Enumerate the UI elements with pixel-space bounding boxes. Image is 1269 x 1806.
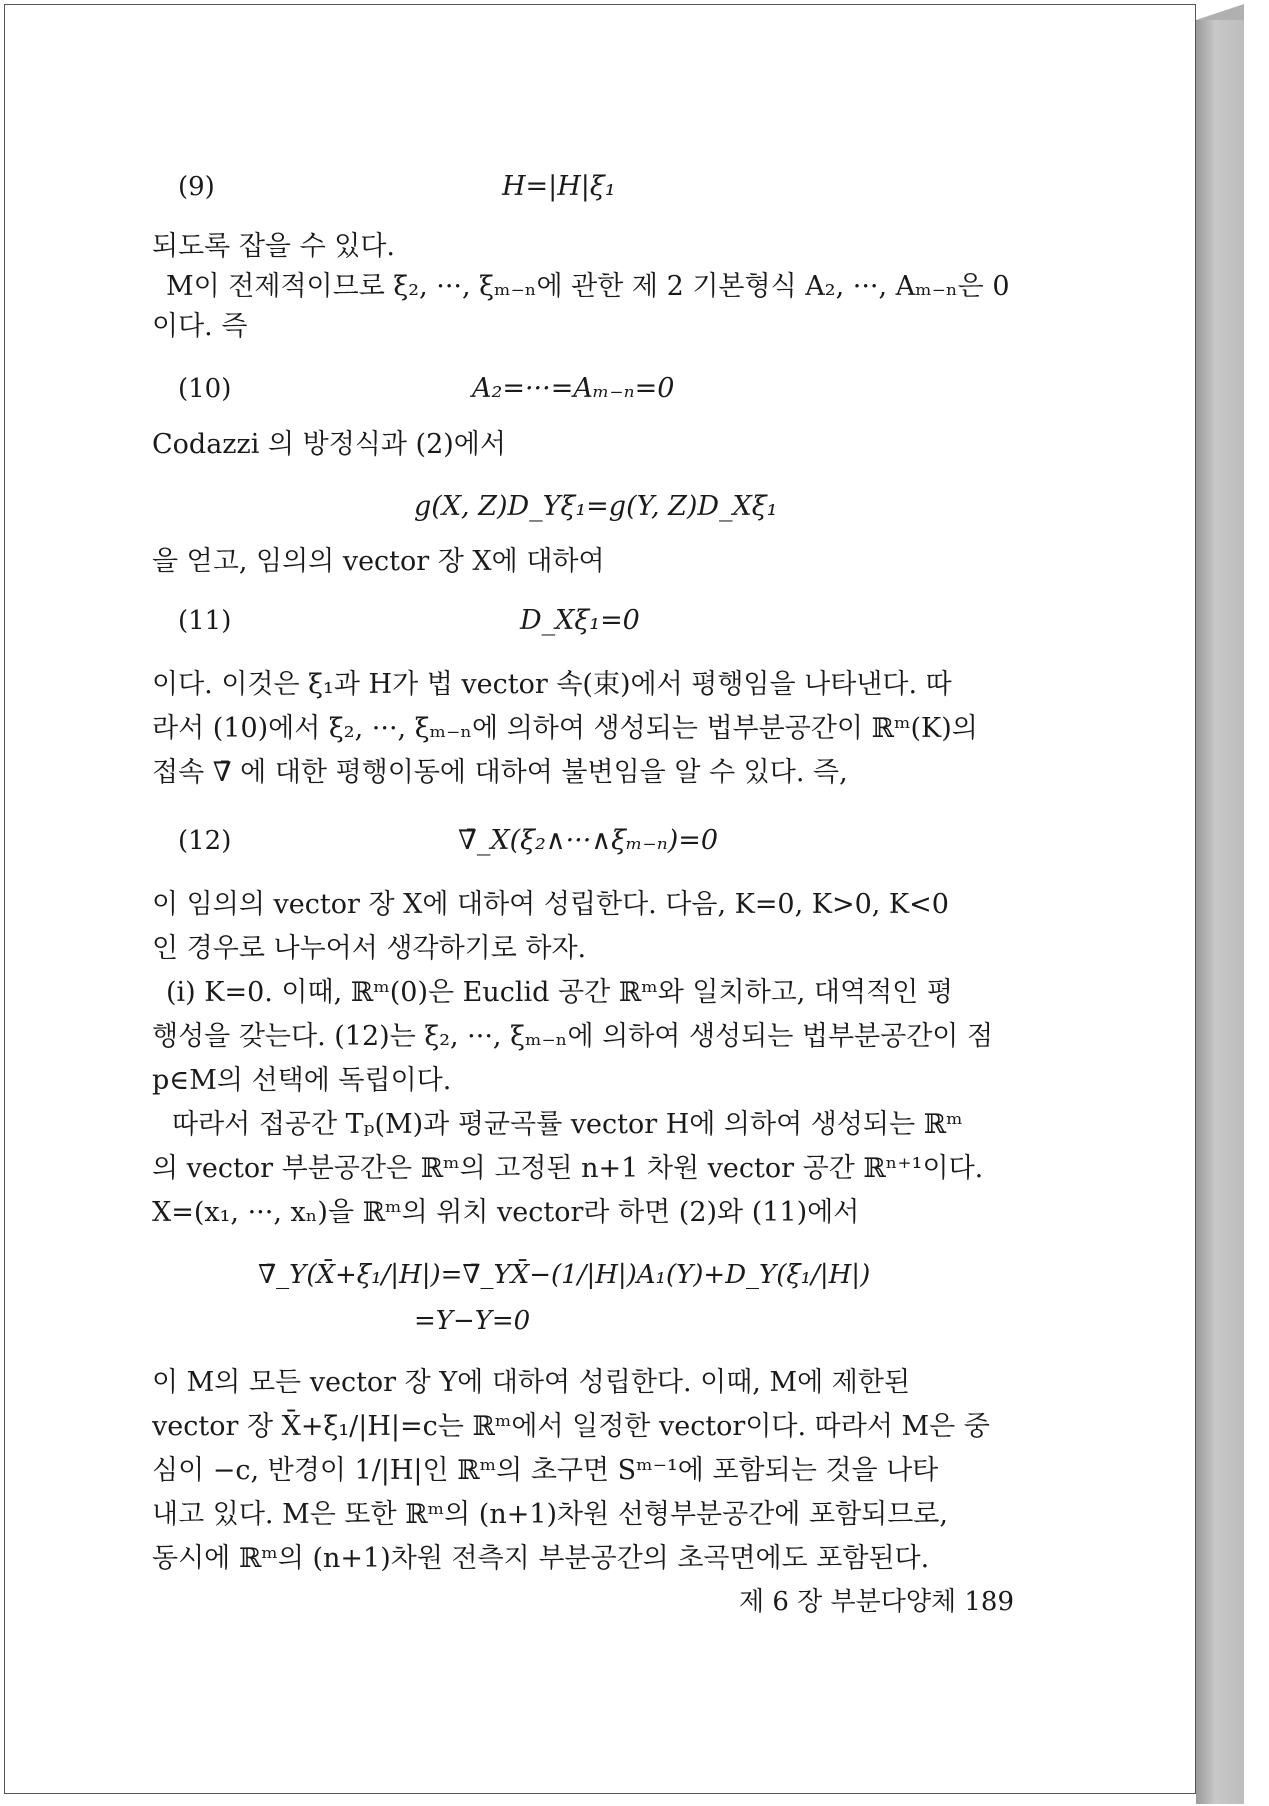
page-edge-shadow <box>1196 20 1244 1804</box>
equation-codazzi: g(X, Z)D_Yξ₁=g(Y, Z)D_Xξ₁ <box>414 491 778 522</box>
equation-11: D_Xξ₁=0 <box>520 605 640 636</box>
paragraph-line: 이 M의 모든 vector 장 Y에 대하여 성립한다. 이때, M에 제한된 <box>152 1367 911 1398</box>
paragraph-line: p∈M의 선택에 독립이다. <box>152 1065 452 1096</box>
page-footer: 제 6 장 부분다양체 189 <box>738 1587 1014 1617</box>
paragraph-line: 내고 있다. M은 또한 ℝᵐ의 (n+1)차원 선형부분공간에 포함되므로, <box>152 1499 948 1530</box>
paragraph-line: 이다. 이것은 ξ₁과 H가 법 vector 속(束)에서 평행임을 나타낸다. 따 <box>152 669 952 700</box>
paragraph-line: 접속 ∇̄ 에 대한 평행이동에 대하여 불변임을 알 수 있다. 즉, <box>152 757 848 788</box>
equation-10: A₂=···=Aₘ₋ₙ=0 <box>472 373 675 404</box>
equation-number: (10) <box>178 374 232 404</box>
page-edge-top <box>1196 4 1244 20</box>
equation-number: (12) <box>178 826 232 856</box>
equation-number: (11) <box>178 606 232 636</box>
paragraph-line: 이 임의의 vector 장 X에 대하여 성립한다. 다음, K=0, K>0, K<0 <box>152 889 949 920</box>
equation-parallel-result: =Y−Y=0 <box>414 1306 531 1336</box>
paragraph-line: 따라서 접공간 Tₚ(M)과 평균곡률 vector H에 의하여 생성되는 ℝᵐ <box>172 1109 963 1140</box>
paragraph-line: M이 전제적이므로 ξ₂, ···, ξₘ₋ₙ에 관한 제 2 기본형식 A₂, ···, Aₘ₋ₙ은 0 <box>166 271 1010 302</box>
paragraph-line: Codazzi 의 방정식과 (2)에서 <box>152 429 506 460</box>
paragraph-line: vector 장 X̄+ξ₁/|H|=c는 ℝᵐ에서 일정한 vector이다. 따라서 M은 중 <box>152 1411 990 1442</box>
paragraph-line: 라서 (10)에서 ξ₂, ···, ξₘ₋ₙ에 의하여 생성되는 법부분공간이 ℝᵐ(K)의 <box>152 713 978 744</box>
equation-number: (9) <box>178 172 215 202</box>
paragraph-line: (i) K=0. 이때, ℝᵐ(0)은 Euclid 공간 ℝᵐ와 일치하고, 대역적인 평 <box>166 977 953 1008</box>
paragraph-line: 의 vector 부분공간은 ℝᵐ의 고정된 n+1 차원 vector 공간 ℝⁿ⁺¹이다. <box>152 1153 984 1184</box>
paragraph-line: 을 얻고, 임의의 vector 장 X에 대하여 <box>152 546 605 577</box>
paragraph-line: 동시에 ℝᵐ의 (n+1)차원 전측지 부분공간의 초곡면에도 포함된다. <box>152 1543 930 1574</box>
paragraph-line: 되도록 잡을 수 있다. <box>152 231 395 262</box>
equation-parallel: ∇̄_Y(X̄+ξ₁/|H|)=∇̄_YX̄−(1/|H|)A₁(Y)+D_Y(ξ₁/|H|) <box>258 1260 871 1290</box>
paragraph-line: 행성을 갖는다. (12)는 ξ₂, ···, ξₘ₋ₙ에 의하여 생성되는 법부분공간이 점 <box>152 1021 994 1052</box>
paragraph-line: 인 경우로 나누어서 생각하기로 하자. <box>152 933 587 964</box>
equation-12: ∇̄_X(ξ₂∧···∧ξₘ₋ₙ)=0 <box>458 825 719 856</box>
paragraph-line: X=(x₁, ···, xₙ)을 ℝᵐ의 위치 vector라 하면 (2)와 (11)에서 <box>152 1197 860 1228</box>
equation-9: H=|H|ξ₁ <box>502 171 616 202</box>
paragraph-line: 심이 −c, 반경이 1/|H|인 ℝᵐ의 초구면 Sᵐ⁻¹에 포함되는 것을 나타 <box>152 1455 939 1486</box>
paragraph-line: 이다. 즉 <box>152 311 248 342</box>
